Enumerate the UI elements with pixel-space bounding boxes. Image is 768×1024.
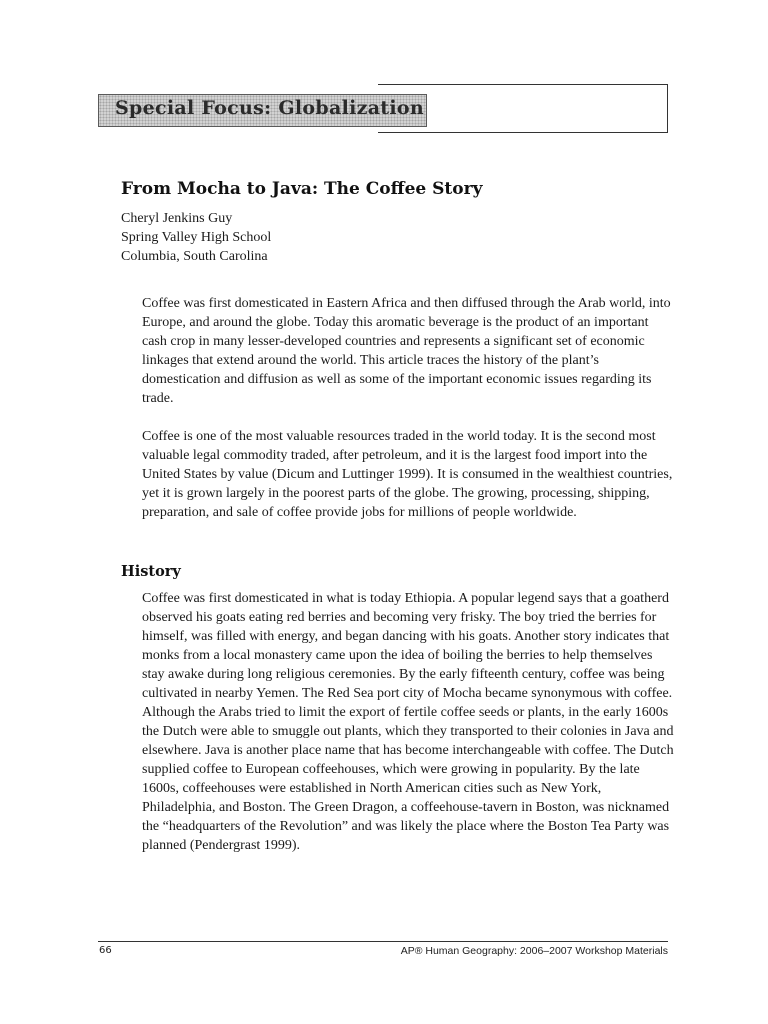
- author-school: Spring Valley High School: [121, 230, 272, 245]
- intro-paragraph: Coffee was first domesticated in Eastern Africa and then diffused through the Arab world, into Europe, and around the globe. Today this aromatic beverage is the product of an important cash crop in many lesser-developed countries and represents a significant set of economic linkages that extend around the world. This article traces the history of the plant’s domestication and diffusion as well as some of the important economic issues regarding its trade.: [142, 296, 671, 406]
- section-banner: [98, 94, 427, 127]
- author-name: Cheryl Jenkins Guy: [121, 211, 233, 226]
- page-number: 66: [99, 945, 112, 956]
- byline: [121, 209, 271, 266]
- article-title: From Mocha to Java: The Coffee Story: [121, 179, 483, 199]
- section-heading-history: History: [121, 563, 181, 580]
- section-banner-label: Special Focus: Globalization: [115, 97, 424, 119]
- footer-publication-title: AP® Human Geography: 2006–2007 Workshop Materials: [400, 945, 668, 957]
- author-location: Columbia, South Carolina: [121, 249, 268, 264]
- footer-divider: [98, 941, 668, 942]
- intro-paragraph: Coffee is one of the most valuable resources traded in the world today. It is the second most valuable legal commodity traded, after petroleum, and it is the largest food import into the United States by value (Dicum and Luttinger 1999). It is consumed in the wealthiest countries, yet it is grown largely in the poorest parts of the globe. The growing, processing, shipping, preparation, and sale of coffee provide jobs for millions of people worldwide.: [142, 429, 673, 520]
- history-paragraph: Coffee was first domesticated in what is today Ethiopia. A popular legend says that a goatherd observed his goats eating red berries and becoming very frisky. The boy tried the berries for himself, was filled with energy, and began dancing with his goats. Another story indicates that monks from a local monastery came upon the idea of boiling the berries to help themselves stay awake during long religious ceremonies. By the early fifteenth century, coffee was being cultivated in nearby Yemen. The Red Sea port city of Mocha became synonymous with coffee. Although the Arabs tried to limit the export of fertile coffee seeds or plants, in the early 1600s the Dutch were able to smuggle out plants, which they transported to their colonies in Java and elsewhere. Java is another place name that has become interchangeable with coffee. The Dutch supplied coffee to European coffeehouses, which were growing in popularity. By the late 1600s, coffeehouses were established in North American cities such as New York, Philadelphia, and Boston. The Green Dragon, a coffeehouse-tavern in Boston, was nicknamed the “headquarters of the Revolution” and was likely the place where the Boston Tea Party was planned (Pendergrast 1999).: [142, 591, 674, 853]
